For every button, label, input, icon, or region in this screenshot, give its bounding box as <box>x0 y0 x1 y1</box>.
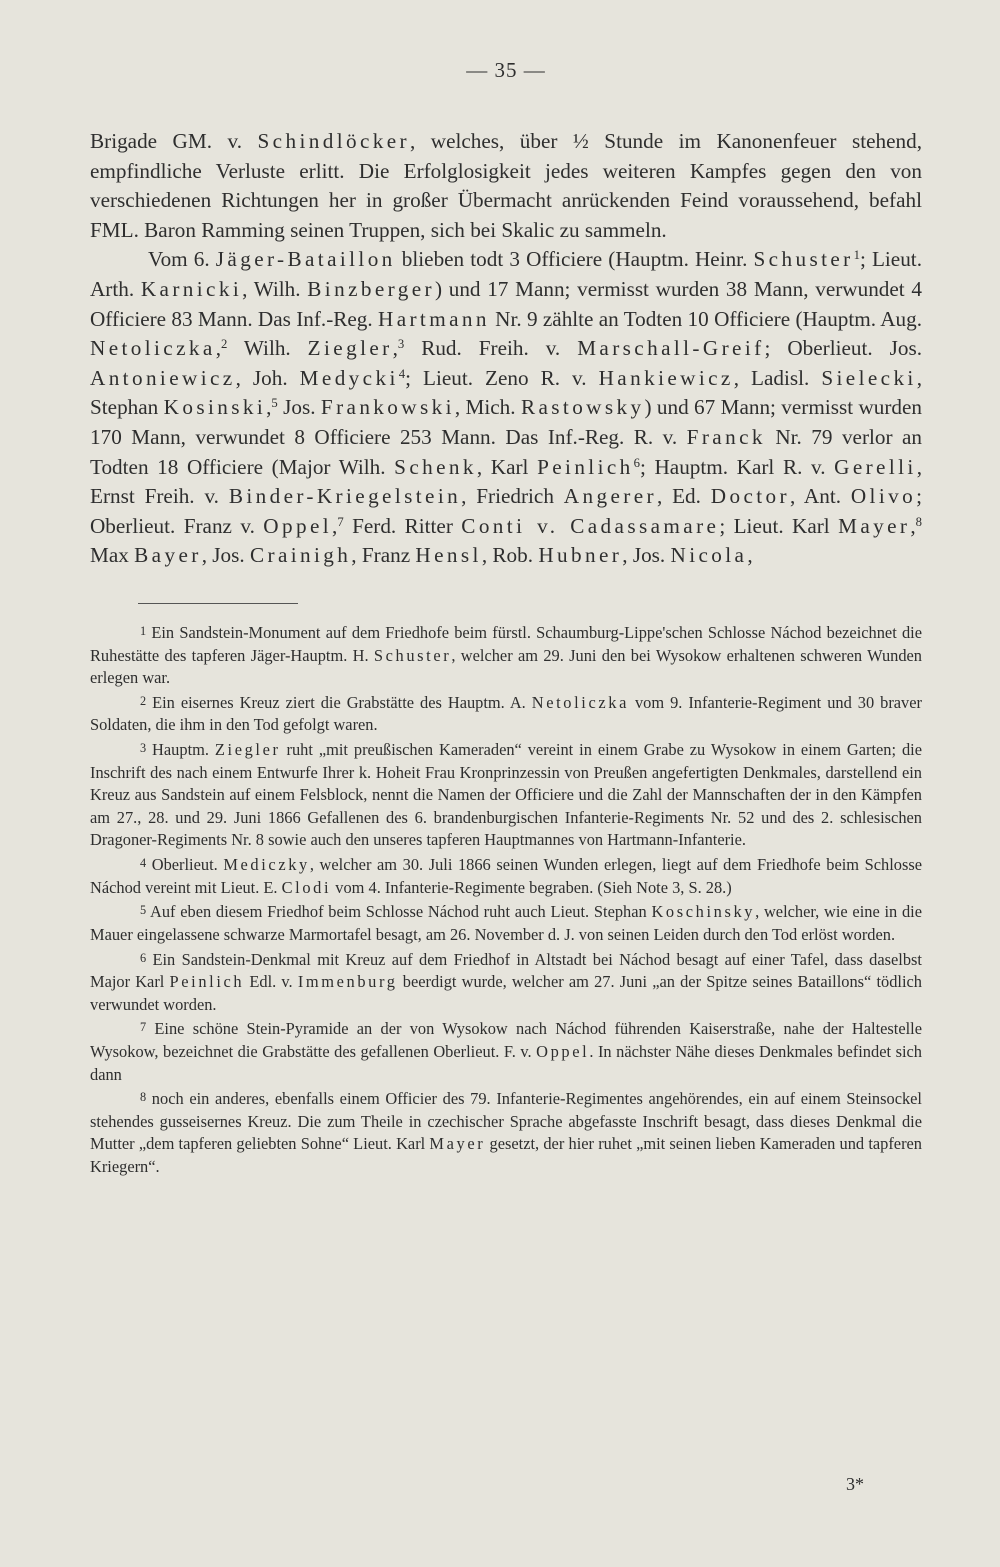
spaced-name: Medycki <box>299 365 399 390</box>
spaced-name: Binder-Kriegelstein <box>228 484 462 509</box>
text-run: gesetzt, der hier ruhet „mit seinen lieben Kameraden und tapferen Kriegern“. <box>90 1134 923 1177</box>
footnote-ref: 6 <box>633 455 640 470</box>
spaced-name: Schuster <box>753 247 854 272</box>
text-run: , Jos. <box>201 543 250 568</box>
footnote-number: 1 <box>140 623 147 638</box>
main-text <box>90 127 922 571</box>
footnote-6 <box>90 947 922 1017</box>
spaced-name: Hensl <box>415 543 482 568</box>
text-run: Hauptm. <box>146 740 215 760</box>
spaced-name: Netoliczka <box>531 692 629 712</box>
footnote-3 <box>90 737 922 852</box>
spaced-name: Hankiewicz <box>598 365 734 390</box>
spaced-name: Antoniewicz <box>90 365 236 390</box>
text-run: , welcher am 30. Juli 1866 seinen Wunden erlegen, liegt auf dem Friedhofe beim Schlosse Náchod vereint mit Lieut. E. <box>90 855 922 897</box>
spaced-name: Gerelli <box>834 454 917 479</box>
footnote-ref: 5 <box>271 396 278 411</box>
text-run: Jos. <box>277 395 321 420</box>
text-run: ; Lieut. Zeno R. v. <box>405 365 599 390</box>
text-run: , Friedrich <box>461 484 564 509</box>
spaced-name: Sielecki <box>821 365 917 390</box>
text-run: , Ed. <box>656 484 711 509</box>
footnote-ref: 7 <box>337 514 344 529</box>
footnote-ref: 4 <box>398 366 406 381</box>
footnote-number: 3 <box>140 741 147 755</box>
text-run: ) und 17 Mann; vermisst wurden 38 Mann, verwundet 4 Officiere 83 Mann. Das Inf.-Reg. <box>90 276 922 331</box>
text-run: , Franz <box>351 543 416 568</box>
spaced-name: Crainigh <box>249 543 352 568</box>
text-run: Edl. v. <box>244 972 298 992</box>
text-run: ; Oberlieut. Jos. <box>764 336 923 361</box>
spaced-name: Bayer <box>134 543 202 568</box>
text-run: vom 4. Infanterie-Regimente begraben. (Sieh Note 3, S. 28.) <box>331 877 732 897</box>
text-run: noch ein anderes, ebenfalls einem Officier des 79. Infanterie-Regimentes angehörendes, ein auf einem Steinsockel stehendes gusseisernes Kreuz. Die zum Theile in czechischer Sprache abgefasste Inschrift besagt, dass dieses Denkmal die Mutter „dem tapferen geliebten Sohne“ Lieut. Karl <box>90 1089 922 1154</box>
spaced-name: Schindlöcker <box>257 129 410 153</box>
text-run: ruht „mit preußischen Kameraden“ vereint in einem Grabe zu Wysokow in einem Garten; die Inschrift des nach einem Entwurfe Ihrer k. Hoheit Frau Kronprinzessin von Preußen angefertigten Denkmales, darstellend ein Kreuz aus Sandstein auf einem Felsblock, nennt die Namen der Officiere und die Zahl der Mannschaften der in den Kämpfen am 27., 28. und 29. Juni 1866 Gefallenen des 6. brandenburgischen Infanterie-Regiments Nr. 52 und des 2. schlesischen Dragoner-Regiments Nr. 8 sowie auch den unseres tapferen Hauptmannes von Hartmann-Infanterie. <box>90 740 922 850</box>
footnote-number: 8 <box>140 1090 147 1105</box>
text-run: ) und 67 Mann; vermisst wurden 170 Mann, verwundet 8 Officiere 253 Mann. Das Inf.-Reg. R. v. <box>90 395 923 449</box>
text-run: Ein eisernes Kreuz ziert die Grabstätte des Hauptm. A. <box>146 692 532 712</box>
text-run: Ein Sandstein-Denkmal mit Kreuz auf dem Friedhof in Altstadt bei Náchod besagt auf einer Tafel, dass daselbst Major Karl <box>90 949 922 992</box>
text-run: , Joh. <box>235 365 300 390</box>
spaced-name: Oppel <box>536 1042 590 1062</box>
spaced-name: Binzberger <box>307 276 435 301</box>
text-run: . In nächster Nähe dieses Denkmales befindet sich dann <box>90 1042 922 1084</box>
text-run: , Jos. <box>622 543 671 568</box>
spaced-name: Peinlich <box>169 972 245 992</box>
spaced-name: Olivo <box>850 484 917 509</box>
text-run: ; Oberlieut. Franz v. <box>90 484 922 538</box>
footnote-ref: 8 <box>915 514 923 529</box>
spaced-name: Angerer <box>563 484 657 509</box>
text-run: Vom 6. <box>148 247 216 272</box>
page-number: — 35 — <box>466 58 546 82</box>
footnote-1 <box>90 620 922 690</box>
footnote-ref: 1 <box>853 248 860 263</box>
text-run: , welcher am 29. Juni den bei Wysokow erhaltenen schweren Wunden erlegen war. <box>90 645 922 688</box>
spaced-name: Mayer <box>429 1134 486 1154</box>
text-run: Auf eben diesem Friedhof beim Schlosse Náchod ruht auch Lieut. Stephan <box>146 902 652 922</box>
text-run: , Ernst Freih. v. <box>90 454 922 509</box>
footnote-number: 2 <box>140 693 147 708</box>
spaced-name: Kosinski <box>163 395 267 420</box>
spaced-name: Oppel <box>263 513 333 538</box>
text-run: Nr. 79 verlor an Todten 18 Officiere (Major Wilh. <box>90 424 923 479</box>
text-run: Wilh. <box>227 336 308 361</box>
spaced-name: Peinlich <box>537 454 634 479</box>
text-run: , welches, über ½ Stunde im Kanonenfeuer stehend, empfindliche Verluste erlitt. Die Erfolglosigkeit jedes weiteren Kampfes gegen den von verschiedenen Richtungen her in großer Übermacht anrückenden Feind voraussehend, befahl FML. Baron Ramming seinen Truppen, sich bei Skalic zu sammeln. <box>90 129 922 242</box>
spaced-name: Hubner <box>538 543 623 568</box>
spaced-name: Franck <box>686 424 766 449</box>
footnote-ref: 2 <box>220 337 228 352</box>
text-run: Rud. Freih. v. <box>404 336 578 361</box>
text-run: , <box>747 543 753 568</box>
spaced-name: Doctor <box>710 484 790 509</box>
text-run: , Stephan <box>90 365 923 420</box>
text-run: blieben todt 3 Officiere (Hauptm. Heinr. <box>395 247 754 272</box>
text-run: vom 9. Infanterie-Regiment und 30 braver Soldaten, die ihm in den Tod gefolgt waren. <box>90 692 922 735</box>
spaced-name: Nicola <box>670 543 748 568</box>
footnote-2 <box>90 690 922 737</box>
spaced-name: Karnicki <box>140 276 243 301</box>
text-run: Ein Sandstein-Monument auf dem Friedhofe beim fürstl. Schaumburg-Lippe'schen Schlosse Náchod bezeichnet die Ruhestätte des tapferen Jäger-Hauptm. H. <box>90 622 922 665</box>
paragraph-2: Vom 6. Jäger-Bataillon blieben todt 3 Officiere (Hauptm. Heinr. Schuster$^1$; Lieut. Arth. Karnicki, Wilh. Binzberger) und 17 Mann; vermisst wurden 38 Mann, verwundet 4 Officiere 83 Mann. Das Inf.-Reg. Hartmann Nr. 9 zählte an Todten 10 Officiere (Hauptm. Aug. Netoliczka,$^2$ Wilh. Ziegler,$^3$ Rud. Freih. v. Marschall-Greif; Oberlieut. Jos. Antoniewicz, Joh. Medycki$^4$; Lieut. Zeno R. v. Hankiewicz, Ladisl. Sielecki, Stephan Kosinski,$^5$ Jos. Frankowski, Mich. Rastowsky) und 67 Mann; vermisst wurden 170 Mann, verwundet 8 Officiere 253 Mann. Das Inf.-Reg. R. v. Franck Nr. 79 verlor an Todten 18 Officiere (Major Wilh. Schenk, Karl Peinlich$^6$; Hauptm. Karl R. v. Gerelli, Ernst Freih. v. Binder-Kriegelstein, Friedrich Angerer, Ed. Doctor, Ant. Olivo; Oberlieut. Franz v. Oppel,$^7$ Ferd. Ritter Conti v. Cadassamare; Lieut. Karl Mayer,$^8$ Max Bayer, Jos. Crainigh, Franz Hensl, Rob. Hubner, Jos. Nicola, <box>90 247 923 568</box>
spaced-name: Conti v. Cadassamare <box>461 513 720 538</box>
spaced-name: Clodi <box>281 877 332 897</box>
text-run: beerdigt wurde, welcher am 27. Juni „an der Spitze seines Bataillons“ tödlich verwundet worden. <box>90 972 922 1014</box>
text-run: Max <box>90 543 135 568</box>
text-run: , welcher, wie eine in die Mauer eingelassene schwarze Marmortafel besagt, am 26. November d. J. von seinen Leiden durch den Tod erlöst worden. <box>90 902 922 944</box>
footnote-divider <box>138 603 298 604</box>
footnote-number: 5 <box>140 903 147 918</box>
text-run: , Karl <box>476 454 538 479</box>
footnotes <box>90 620 922 1179</box>
spaced-name: Netoliczka <box>90 336 216 361</box>
spaced-name: Immenburg <box>297 972 398 992</box>
text-run: , Mich. <box>454 395 521 420</box>
spaced-name: Frankowski <box>320 395 455 420</box>
footnote-7 <box>90 1016 922 1086</box>
text-run: , Wilh. <box>242 276 308 301</box>
footnote-8 <box>90 1086 922 1178</box>
spaced-name: Hartmann <box>378 306 490 331</box>
spaced-name: Ziegler <box>307 336 393 361</box>
footnote-5 <box>90 899 922 946</box>
spaced-name: Koschinsky <box>651 902 756 922</box>
text-run: , Rob. <box>481 543 539 568</box>
spaced-name: Rastowsky <box>520 395 645 420</box>
text-run: Nr. 9 zählte an Todten 10 Officiere (Hauptm. Aug. <box>489 306 922 331</box>
footnote-ref: 3 <box>397 337 405 352</box>
text-run: Ferd. Ritter <box>343 513 462 538</box>
footnote-4 <box>90 852 922 899</box>
spaced-name: Schenk <box>394 454 477 479</box>
footnote-number: 4 <box>140 856 147 871</box>
spaced-name: Mayer <box>838 513 911 538</box>
footnote-number: 6 <box>140 950 147 965</box>
spaced-name: Ziegler <box>214 740 281 760</box>
text-run: ; Lieut. Arth. <box>90 247 922 301</box>
spaced-name: Schuster <box>373 645 452 665</box>
text-run: Eine schöne Stein-Pyramide an der von Wysokow nach Náchod führenden Kaiserstraße, nahe der Haltestelle Wysokow, bezeichnet die Grabstätte des gefallenen Oberlieut. F. v. <box>90 1019 922 1062</box>
text-run: ; Lieut. Karl <box>719 513 839 538</box>
text-run: , Ladisl. <box>733 365 822 390</box>
text-run: ; Hauptm. Karl R. v. <box>640 454 835 479</box>
text-run: Oberlieut. <box>146 855 224 875</box>
signature-mark: 3* <box>846 1474 864 1494</box>
spaced-name: Mediczky <box>223 855 310 875</box>
paragraph-1 <box>90 127 922 245</box>
spaced-name: Marschall-Greif <box>577 336 765 361</box>
text-run: Brigade GM. v. <box>90 129 258 153</box>
text-run: , Ant. <box>789 484 851 509</box>
footnote-number: 7 <box>140 1020 147 1035</box>
spaced-name: Jäger-Bataillon <box>215 247 396 272</box>
